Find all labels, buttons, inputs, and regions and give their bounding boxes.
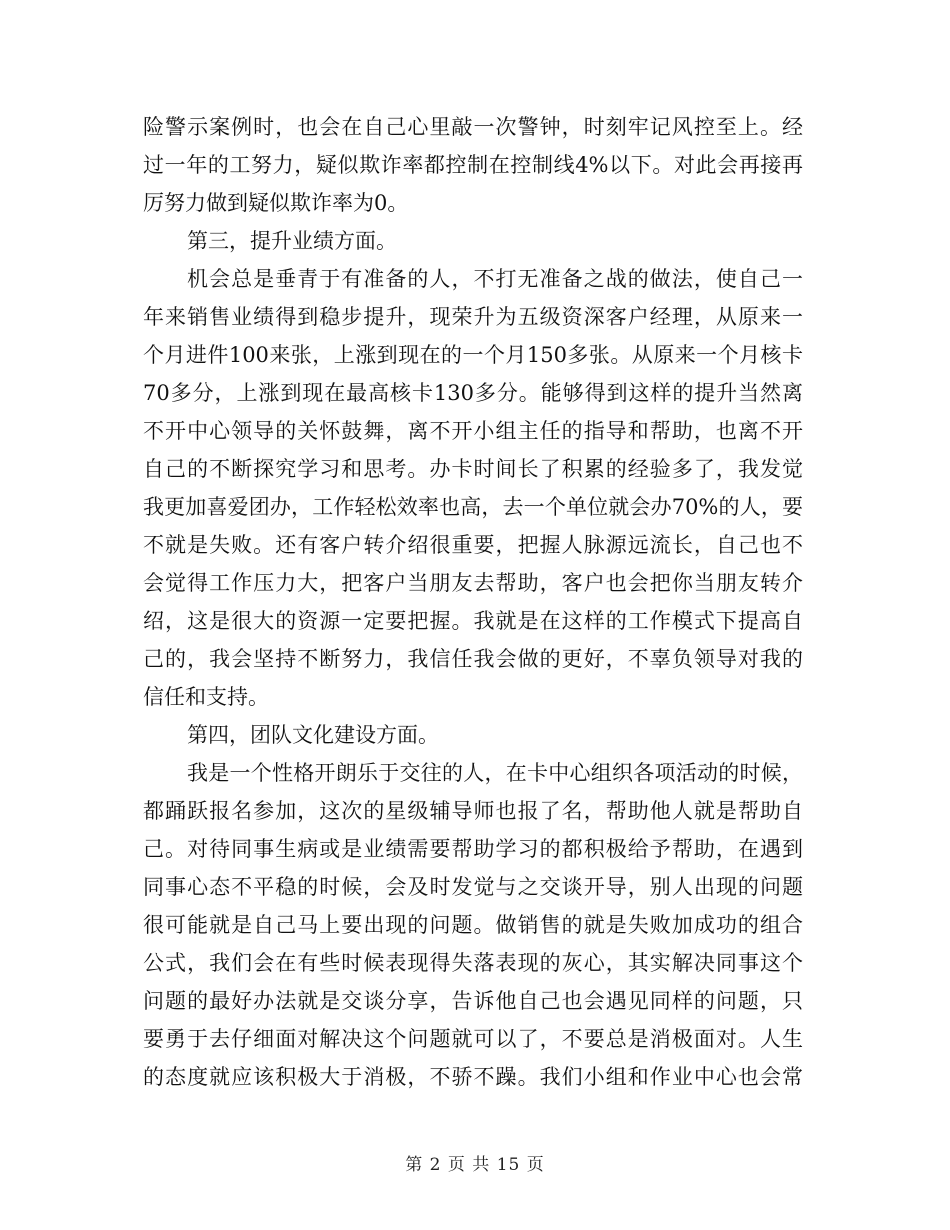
text-line: 不开中心领导的关怀鼓舞，离不开小组主任的指导和帮助，也离不开 (143, 419, 803, 443)
text-line: 会觉得工作压力大，把客户当朋友去帮助，客户也会把你当朋友转介 (143, 571, 803, 595)
text-line: 自己的不断探究学习和思考。办卡时间长了积累的经验多了，我发觉 (143, 457, 803, 481)
text-line: 机会总是垂青于有准备的人，不打无准备之战的做法，使自己一 (187, 267, 803, 291)
text-line: 己的，我会坚持不断努力，我信任我会做的更好，不辜负领导对我的 (143, 647, 803, 671)
text-line: 我更加喜爱团办，工作轻松效率也高，去一个单位就会办70%的人，要 (143, 495, 803, 519)
text-line: 很可能就是自己马上要出现的问题。做销售的就是失败加成功的组合 (143, 913, 803, 937)
text-line: 厉努力做到疑似欺诈率为0。 (143, 191, 409, 215)
section-heading: 第四，团队文化建设方面。 (187, 723, 439, 747)
text-line: 不就是失败。还有客户转介绍很重要，把握人脉源远流长，自己也不 (143, 533, 803, 557)
text-line: 要勇于去仔细面对解决这个问题就可以了，不要总是消极面对。人生 (143, 1027, 803, 1051)
text-line: 同事心态不平稳的时候，会及时发觉与之交谈开导，别人出现的问题 (143, 875, 803, 899)
text-line: 的态度就应该积极大于消极，不骄不躁。我们小组和作业中心也会常 (143, 1065, 803, 1089)
text-line: 70多分，上涨到现在最高核卡130多分。能够得到这样的提升当然离 (143, 381, 803, 405)
text-line: 险警示案例时，也会在自己心里敲一次警钟，时刻牢记风控至上。经 (143, 115, 803, 139)
text-line: 信任和支持。 (143, 685, 269, 709)
text-line: 都踊跃报名参加，这次的星级辅导师也报了名，帮助他人就是帮助自 (143, 799, 803, 823)
text-line: 己。对待同事生病或是业绩需要帮助学习的都积极给予帮助，在遇到 (143, 837, 803, 861)
text-line: 我是一个性格开朗乐于交往的人，在卡中心组织各项活动的时候， (187, 761, 803, 785)
text-line: 绍，这是很大的资源一定要把握。我就是在这样的工作模式下提高自 (143, 609, 803, 633)
text-line: 年来销售业绩得到稳步提升，现荣升为五级资深客户经理，从原来一 (143, 305, 803, 329)
page-number-footer: 第 2 页 共 15 页 (405, 1155, 545, 1175)
text-line: 过一年的工努力，疑似欺诈率都控制在控制线4%以下。对此会再接再 (143, 153, 803, 177)
text-line: 问题的最好办法就是交谈分享，告诉他自己也会遇见同样的问题，只 (143, 989, 803, 1013)
text-line: 个月进件100来张，上涨到现在的一个月150多张。从原来一个月核卡 (143, 343, 803, 367)
section-heading: 第三，提升业绩方面。 (187, 229, 397, 253)
text-line: 公式，我们会在有些时候表现得失落表现的灰心，其实解决同事这个 (143, 951, 803, 975)
body-text (143, 108, 803, 1096)
